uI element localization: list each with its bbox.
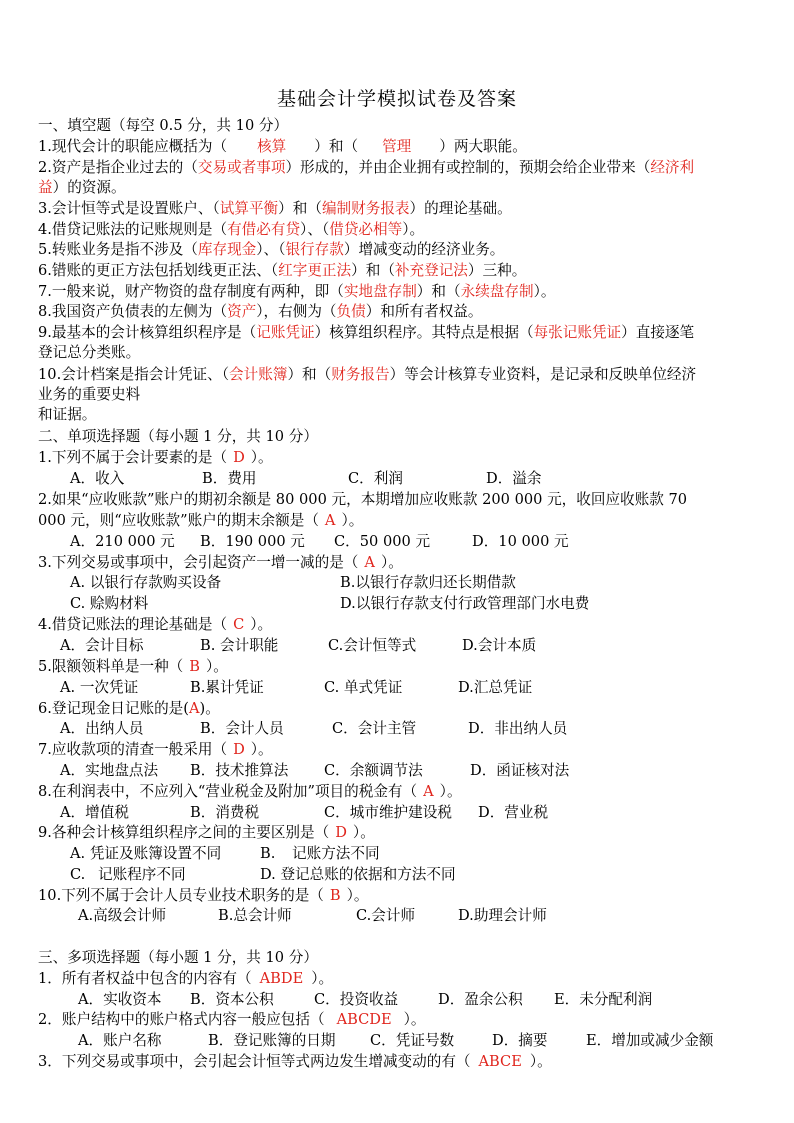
option: B. 会计职能 — [200, 637, 279, 654]
option: C.会计恒等式 — [328, 637, 417, 654]
choice-question-2-cont: 000 元，则“应收账款”账户的期末余额是（ A ）。 — [38, 512, 364, 529]
option: B.累计凭证 — [190, 679, 264, 696]
option: D．函证核对法 — [470, 762, 570, 779]
option: A.高级会计师 — [78, 907, 167, 924]
choice-question-7: 7.应收款项的清查一般采用（ D ）。 — [38, 741, 273, 758]
answer: 记账凭证 — [256, 324, 315, 341]
choice-question-2: 2.如果“应收账款”账户的期初余额是 80 000 元，本期增加应收账款 200 000 元，收回应收账款 70 — [38, 491, 688, 508]
answer: 管理 — [382, 138, 412, 155]
option: A. 一次凭证 — [60, 679, 139, 696]
option: 记账方法不同 — [292, 845, 380, 862]
option: B.总会计师 — [218, 907, 292, 924]
answer: B — [189, 658, 201, 675]
multi-question-2: 2．账户结构中的账户格式内容一般应包括（ ABCDE ）。 — [38, 1011, 426, 1028]
fill-question-10-cont2: 和证据。 — [38, 406, 97, 423]
choice-question-9: 9.各种会计核算组织程序之间的主要区别是（ D ）。 — [38, 824, 375, 841]
fill-question-4: 4.借贷记账法的记账规则是（有借必有贷）、（借贷必相等）。 — [38, 221, 425, 238]
answer: 实地盘存制 — [343, 283, 417, 300]
option: D.以银行存款支付行政管理部门水电费 — [340, 595, 590, 612]
fill-question-7: 7.一般来说，财产物资的盘存制度有两种，即（实地盘存制）和（永续盘存制）。 — [38, 283, 556, 300]
option: B．费用 — [202, 470, 257, 487]
answer: 银行存款 — [285, 241, 344, 258]
answer: D — [233, 449, 245, 466]
answer: 永续盘存制 — [460, 283, 534, 300]
option: E．未分配利润 — [554, 991, 653, 1008]
answer: 每张记账凭证 — [533, 324, 622, 341]
fill-question-3: 3.会计恒等式是设置账户、（试算平衡）和（编制财务报表）的理论基础。 — [38, 200, 512, 217]
option: B．会计人员 — [200, 720, 284, 737]
answer: A — [188, 700, 200, 717]
option: C. 单式凭证 — [324, 679, 403, 696]
option: D．摘要 — [492, 1032, 548, 1049]
choice-question-4: 4.借贷记账法的理论基础是（ C ）。 — [38, 616, 273, 633]
option: B.以银行存款归还长期借款 — [340, 574, 516, 591]
answer: 交易或者事项 — [197, 159, 286, 176]
option: C．利润 — [348, 470, 403, 487]
answer: ABCE — [478, 1053, 522, 1070]
answer: 财务报告 — [331, 366, 390, 383]
answer: ABDE — [259, 970, 304, 987]
fill-question-10-cont: 业务的重要史料 — [38, 386, 141, 403]
choice-question-8: 8.在利润表中，不应列入“营业税金及附加”项目的税金有（ A ）。 — [38, 783, 462, 800]
option: D．非出纳人员 — [468, 720, 568, 737]
option: B．登记账簿的日期 — [208, 1032, 336, 1049]
option: C．余额调节法 — [324, 762, 423, 779]
answer: 经济利 — [650, 159, 695, 176]
answer: B — [329, 887, 341, 904]
answer: C — [233, 616, 245, 633]
answer: 红字更正法 — [278, 262, 352, 279]
answer: A — [324, 512, 336, 529]
answer: 库存现金 — [197, 241, 257, 258]
option: A．实收资本 — [78, 991, 162, 1008]
answer: A — [364, 554, 375, 571]
multi-question-3: 3．下列交易或事项中，会引起会计恒等式两边发生增减变动的有（ ABCE ）。 — [38, 1053, 552, 1070]
option: C．城市维护建设税 — [324, 804, 452, 821]
section3-heading: 三、多项选择题（每小题 1 分，共 10 分） — [38, 949, 318, 966]
answer: 试算平衡 — [219, 200, 279, 217]
option: C．投资收益 — [314, 991, 399, 1008]
answer: 益 — [38, 179, 53, 196]
option: B．190 000 元 — [200, 533, 305, 550]
option: D．10 000 元 — [472, 533, 569, 550]
choice-question-1: 1.下列不属于会计要素的是（ D ）。 — [38, 449, 273, 466]
option: C．会计主管 — [332, 720, 417, 737]
choice-question-5: 5.限额领料单是一种（ B ）。 — [38, 658, 228, 675]
option: A．出纳人员 — [60, 720, 144, 737]
fill-question-9-cont: 登记总分类账。 — [38, 344, 141, 361]
option: A．210 000 元 — [70, 533, 175, 550]
option: E．增加或减少金额 — [586, 1032, 714, 1049]
choice-question-3: 3.下列交易或事项中，会引起资产一增一减的是（ A ）。 — [38, 554, 403, 571]
choice-question-10: 10.下列不属于会计人员专业技术职务的是（ B ）。 — [38, 887, 369, 904]
option: C．凭证号数 — [370, 1032, 455, 1049]
option: D.汇总凭证 — [458, 679, 533, 696]
fill-question-2-cont: 益）的资源。 — [38, 179, 126, 196]
option: A．收入 — [70, 470, 125, 487]
answer: ABCDE — [336, 1011, 392, 1028]
option: D．营业税 — [478, 804, 549, 821]
option: A．会计目标 — [60, 637, 144, 654]
answer: 会计账簿 — [229, 366, 288, 383]
choice-question-6: 6.登记现金日记账的是(A)。 — [38, 700, 220, 717]
option: C．50 000 元 — [334, 533, 431, 550]
section2-heading: 二、单项选择题（每小题 1 分，共 10 分） — [38, 428, 318, 445]
section1-heading: 一、填空题（每空 0.5 分，共 10 分） — [38, 117, 289, 134]
answer: 补充登记法 — [394, 262, 468, 279]
option: A. 以银行存款购买设备 — [70, 574, 222, 591]
page-title: 基础会计学模拟试卷及答案 — [276, 88, 517, 110]
option: A．账户名称 — [78, 1032, 162, 1049]
answer: 有借必有贷 — [227, 221, 301, 238]
answer: 借贷必相等 — [329, 221, 403, 238]
fill-question-8: 8.我国资产负债表的左侧为（资产），右侧为（负债）和所有者权益。 — [38, 303, 483, 320]
fill-question-6: 6.错账的更正方法包括划线更正法、（红字更正法）和（补充登记法）三种。 — [38, 262, 527, 279]
option: A. 凭证及账簿设置不同 — [70, 845, 222, 862]
fill-question-10: 10.会计档案是指会计凭证、（会计账簿）和（财务报告）等会计核算专业资料，是记录和反映单位经济 — [38, 366, 697, 383]
option: A．实地盘点法 — [60, 762, 159, 779]
fill-question-5: 5.转账业务是指不涉及（库存现金）、（银行存款）增减变动的经济业务。 — [38, 241, 505, 258]
option: D.会计本质 — [462, 637, 537, 654]
option: D.助理会计师 — [458, 907, 547, 924]
answer: 资产 — [227, 303, 257, 320]
option: B．消费税 — [190, 804, 260, 821]
option: C.会计师 — [356, 907, 416, 924]
option: 记账程序不同 — [98, 866, 186, 883]
fill-question-2: 2.资产是指企业过去的（交易或者事项）形成的，并由企业拥有或控制的，预期会给企业带来（经济利 — [38, 159, 695, 176]
multi-question-1: 1．所有者权益中包含的内容有（ ABDE ）。 — [38, 970, 334, 987]
answer: D — [233, 741, 245, 758]
option: B．技术推算法 — [190, 762, 289, 779]
option: D．盈余公积 — [438, 991, 523, 1008]
option: D. 登记总账的依据和方法不同 — [260, 866, 456, 883]
option: A．增值税 — [60, 804, 129, 821]
answer: 编制财务报表 — [321, 200, 410, 217]
option: B. — [260, 845, 276, 862]
answer: A — [423, 783, 434, 800]
answer: 负债 — [336, 303, 366, 320]
option: D．溢余 — [486, 470, 542, 487]
fill-question-9: 9.最基本的会计核算组织程序是（记账凭证）核算组织程序。其特点是根据（每张记账凭证）直接逐笔 — [38, 324, 695, 341]
answer: 核算 — [257, 138, 287, 155]
option: B．资本公积 — [190, 991, 274, 1008]
answer: D — [335, 824, 347, 841]
fill-question-1: 1.现代会计的职能应概括为（ 核算 ）和（ 管理 ）两大职能。 — [38, 138, 527, 155]
option: C. 赊购材料 — [70, 595, 149, 612]
option: C. — [70, 866, 86, 883]
